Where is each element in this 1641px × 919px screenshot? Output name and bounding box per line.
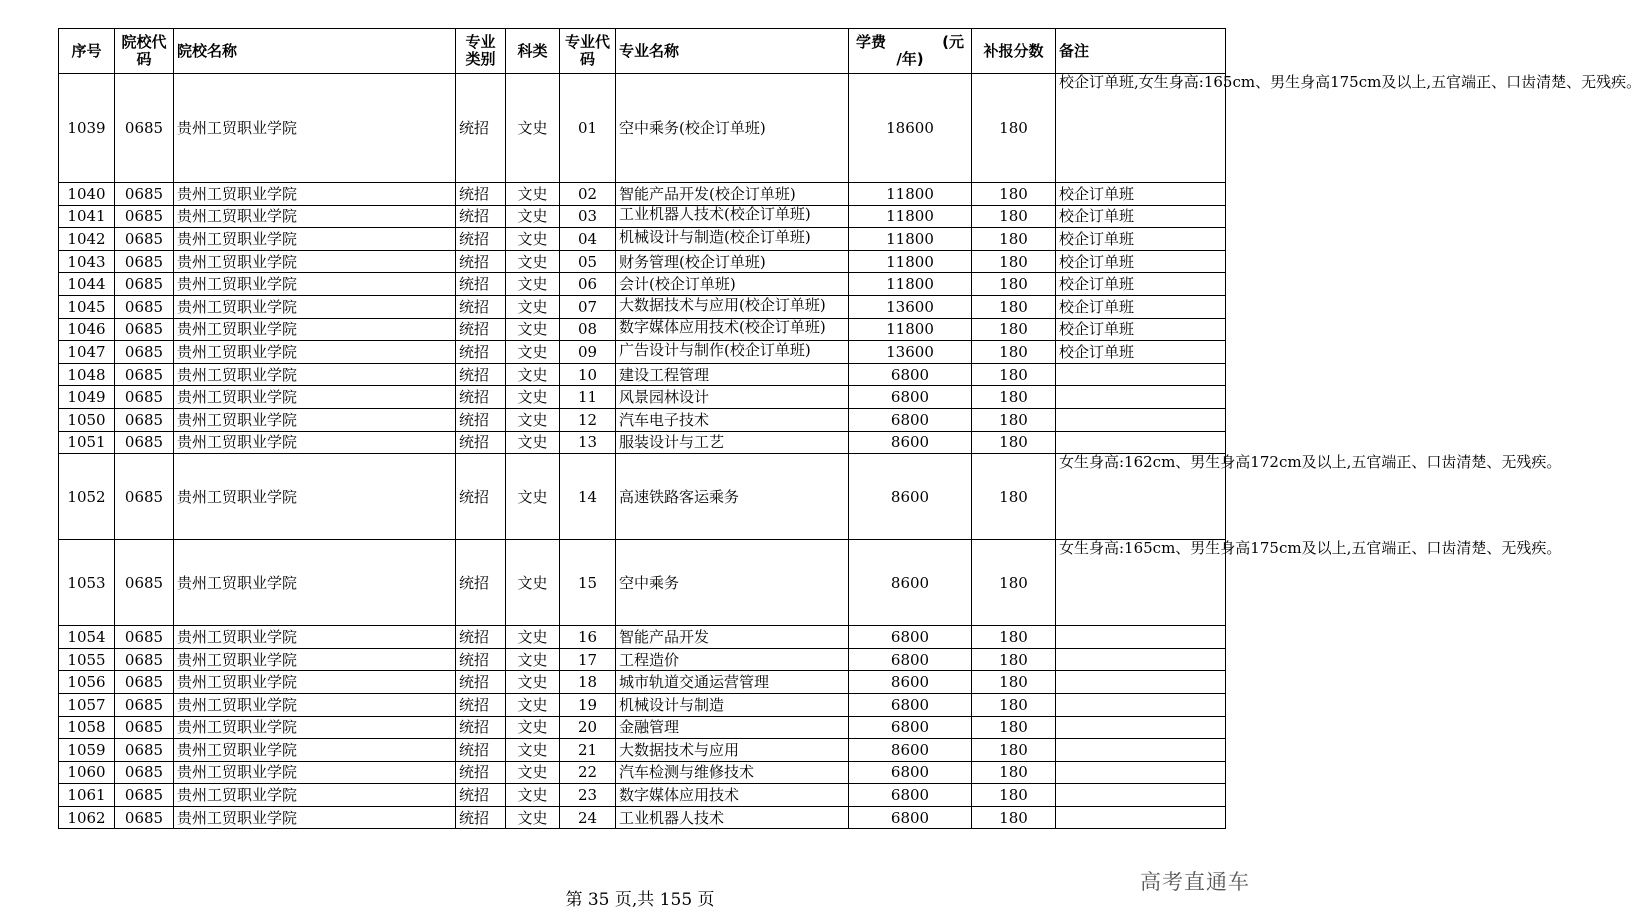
cell-major-name: 建设工程管理 (616, 363, 849, 386)
cell-major-name: 智能产品开发 (616, 626, 849, 649)
cell-major-type: 统招 (456, 74, 506, 183)
cell-major-code: 15 (560, 540, 616, 626)
cell-fee: 6800 (849, 648, 972, 671)
cell-school-code: 0685 (115, 273, 174, 296)
cell-school-code: 0685 (115, 295, 174, 318)
cell-category: 文史 (506, 341, 560, 364)
cell-category: 文史 (506, 540, 560, 626)
cell-major-code: 12 (560, 408, 616, 431)
cell-score: 180 (972, 626, 1056, 649)
cell-major-type: 统招 (456, 431, 506, 454)
cell-score: 180 (972, 295, 1056, 318)
cell-school-code: 0685 (115, 648, 174, 671)
cell-major-code: 18 (560, 671, 616, 694)
cell-major-name: 财务管理(校企订单班) (616, 250, 849, 273)
cell-school-code: 0685 (115, 454, 174, 540)
cell-school-name: 贵州工贸职业学院 (174, 626, 456, 649)
cell-major-type: 统招 (456, 784, 506, 807)
table-row (59, 295, 1226, 318)
cell-major-name (616, 205, 849, 228)
cell-fee: 6800 (849, 806, 972, 829)
cell-fee: 8600 (849, 454, 972, 540)
cell-category: 文史 (506, 671, 560, 694)
cell-major-type: 统招 (456, 183, 506, 206)
cell-fee: 13600 (849, 295, 972, 318)
cell-major-code: 05 (560, 250, 616, 273)
cell-school-code: 0685 (115, 318, 174, 341)
cell-note: 女生身高:165cm、男生身高175cm及以上,五官端正、口齿清楚、无残疾。 (1056, 540, 1226, 626)
cell-school-code: 0685 (115, 431, 174, 454)
cell-major-code: 11 (560, 386, 616, 409)
cell-major-code: 14 (560, 454, 616, 540)
header-major-code: 专业代码 (560, 29, 616, 74)
table-row (59, 386, 1226, 409)
cell-seq: 1057 (59, 693, 115, 716)
cell-major-name: 会计(校企订单班) (616, 273, 849, 296)
table-row (59, 250, 1226, 273)
cell-category: 文史 (506, 806, 560, 829)
watermark: 高考直通车 (1140, 870, 1250, 894)
cell-major-type: 统招 (456, 273, 506, 296)
cell-major-type: 统招 (456, 693, 506, 716)
header-major-name: 专业名称 (616, 29, 849, 74)
cell-note: 校企订单班 (1056, 205, 1226, 228)
cell-fee: 6800 (849, 626, 972, 649)
cell-score: 180 (972, 806, 1056, 829)
cell-category: 文史 (506, 386, 560, 409)
cell-score: 180 (972, 386, 1056, 409)
cell-school-name: 贵州工贸职业学院 (174, 295, 456, 318)
cell-note: 校企订单班 (1056, 318, 1226, 341)
cell-note: 校企订单班 (1056, 341, 1226, 364)
cell-school-name: 贵州工贸职业学院 (174, 408, 456, 431)
cell-school-code: 0685 (115, 74, 174, 183)
cell-major-name: 机械设计与制造 (616, 693, 849, 716)
cell-category: 文史 (506, 648, 560, 671)
cell-score: 180 (972, 784, 1056, 807)
cell-major-code: 20 (560, 716, 616, 739)
cell-major-name: 城市轨道交通运营管理 (616, 671, 849, 694)
table-row (59, 648, 1226, 671)
cell-fee: 11800 (849, 250, 972, 273)
header-school-name: 院校名称 (174, 29, 456, 74)
cell-major-name: 智能产品开发(校企订单班) (616, 183, 849, 206)
cell-seq: 1053 (59, 540, 115, 626)
cell-seq: 1060 (59, 761, 115, 784)
cell-seq: 1044 (59, 273, 115, 296)
cell-major-name: 空中乘务(校企订单班) (616, 74, 849, 183)
cell-school-code: 0685 (115, 183, 174, 206)
major-name-text: 数字媒体应用技术(校企订单班) (619, 318, 826, 337)
cell-school-name: 贵州工贸职业学院 (174, 784, 456, 807)
cell-fee: 6800 (849, 784, 972, 807)
table-row (59, 228, 1226, 251)
cell-school-code: 0685 (115, 784, 174, 807)
cell-major-code: 17 (560, 648, 616, 671)
cell-school-name: 贵州工贸职业学院 (174, 671, 456, 694)
major-name-text: 广告设计与制作(校企订单班) (619, 340, 811, 359)
cell-seq: 1062 (59, 806, 115, 829)
cell-major-code: 08 (560, 318, 616, 341)
header-school-code: 院校代码 (115, 29, 174, 74)
major-name-text: 大数据技术与应用(校企订单班) (619, 295, 826, 314)
cell-score: 180 (972, 318, 1056, 341)
cell-school-name: 贵州工贸职业学院 (174, 228, 456, 251)
admissions-table (58, 28, 1641, 829)
cell-major-code: 04 (560, 228, 616, 251)
cell-seq: 1040 (59, 183, 115, 206)
cell-fee: 8600 (849, 540, 972, 626)
cell-category: 文史 (506, 693, 560, 716)
cell-score: 180 (972, 540, 1056, 626)
cell-category: 文史 (506, 408, 560, 431)
cell-school-code: 0685 (115, 806, 174, 829)
cell-fee: 11800 (849, 183, 972, 206)
cell-school-name: 贵州工贸职业学院 (174, 386, 456, 409)
table-row (59, 806, 1226, 829)
cell-fee: 6800 (849, 693, 972, 716)
table-row (59, 318, 1226, 341)
cell-score: 180 (972, 273, 1056, 296)
cell-school-name: 贵州工贸职业学院 (174, 693, 456, 716)
cell-note (1056, 363, 1226, 386)
cell-note (1056, 626, 1226, 649)
cell-score: 180 (972, 183, 1056, 206)
cell-score: 180 (972, 408, 1056, 431)
cell-school-name: 贵州工贸职业学院 (174, 341, 456, 364)
cell-major-type: 统招 (456, 250, 506, 273)
cell-seq: 1042 (59, 228, 115, 251)
header-seq: 序号 (59, 29, 115, 74)
cell-major-name: 汽车检测与维修技术 (616, 761, 849, 784)
cell-major-name: 工业机器人技术 (616, 806, 849, 829)
cell-major-code: 19 (560, 693, 616, 716)
major-name-text: 工业机器人技术(校企订单班) (619, 205, 811, 224)
cell-fee: 18600 (849, 74, 972, 183)
table-row (59, 739, 1226, 762)
cell-category: 文史 (506, 318, 560, 341)
cell-score: 180 (972, 363, 1056, 386)
table-row (59, 273, 1226, 296)
cell-major-type: 统招 (456, 408, 506, 431)
cell-score: 180 (972, 648, 1056, 671)
cell-major-type: 统招 (456, 341, 506, 364)
cell-major-code: 03 (560, 205, 616, 228)
cell-note: 校企订单班 (1056, 228, 1226, 251)
cell-fee: 6800 (849, 716, 972, 739)
cell-fee: 8600 (849, 671, 972, 694)
cell-category: 文史 (506, 431, 560, 454)
cell-school-code: 0685 (115, 671, 174, 694)
cell-seq: 1052 (59, 454, 115, 540)
cell-school-name: 贵州工贸职业学院 (174, 716, 456, 739)
cell-seq: 1039 (59, 74, 115, 183)
cell-note (1056, 784, 1226, 807)
cell-major-code: 22 (560, 761, 616, 784)
table-row (59, 784, 1226, 807)
table-row (59, 363, 1226, 386)
cell-major-type: 统招 (456, 671, 506, 694)
cell-major-name: 大数据技术与应用 (616, 739, 849, 762)
table-row (59, 626, 1226, 649)
cell-school-code: 0685 (115, 408, 174, 431)
cell-score: 180 (972, 431, 1056, 454)
table-row (59, 693, 1226, 716)
major-name-text: 机械设计与制造(校企订单班) (619, 227, 811, 246)
cell-major-code: 10 (560, 363, 616, 386)
cell-major-name: 汽车电子技术 (616, 408, 849, 431)
cell-note: 校企订单班 (1056, 273, 1226, 296)
cell-note (1056, 693, 1226, 716)
cell-major-type: 统招 (456, 739, 506, 762)
table-row (59, 540, 1226, 626)
cell-school-name: 贵州工贸职业学院 (174, 183, 456, 206)
cell-score: 180 (972, 671, 1056, 694)
cell-score: 180 (972, 454, 1056, 540)
cell-fee: 13600 (849, 341, 972, 364)
cell-major-type: 统招 (456, 454, 506, 540)
table-row (59, 716, 1226, 739)
cell-seq: 1059 (59, 739, 115, 762)
cell-major-name: 工程造价 (616, 648, 849, 671)
cell-school-name: 贵州工贸职业学院 (174, 363, 456, 386)
table-row (59, 431, 1226, 454)
cell-note (1056, 806, 1226, 829)
cell-school-code: 0685 (115, 626, 174, 649)
cell-seq: 1051 (59, 431, 115, 454)
cell-school-code: 0685 (115, 341, 174, 364)
table-row (59, 205, 1226, 228)
cell-major-name: 空中乘务 (616, 540, 849, 626)
cell-major-type: 统招 (456, 363, 506, 386)
cell-major-code: 13 (560, 431, 616, 454)
cell-school-name: 贵州工贸职业学院 (174, 648, 456, 671)
cell-seq: 1041 (59, 205, 115, 228)
cell-category: 文史 (506, 250, 560, 273)
table-row (59, 671, 1226, 694)
cell-category: 文史 (506, 761, 560, 784)
cell-note (1056, 386, 1226, 409)
cell-fee: 11800 (849, 318, 972, 341)
cell-note: 女生身高:162cm、男生身高172cm及以上,五官端正、口齿清楚、无残疾。 (1056, 454, 1226, 540)
cell-category: 文史 (506, 74, 560, 183)
cell-category: 文史 (506, 205, 560, 228)
cell-major-code: 21 (560, 739, 616, 762)
cell-major-code: 07 (560, 295, 616, 318)
cell-major-name: 数字媒体应用技术 (616, 784, 849, 807)
cell-major-type: 统招 (456, 318, 506, 341)
cell-fee: 11800 (849, 228, 972, 251)
cell-major-type: 统招 (456, 626, 506, 649)
cell-school-code: 0685 (115, 716, 174, 739)
cell-seq: 1049 (59, 386, 115, 409)
cell-major-code: 23 (560, 784, 616, 807)
cell-score: 180 (972, 341, 1056, 364)
cell-major-name (616, 228, 849, 251)
cell-fee: 6800 (849, 761, 972, 784)
cell-score: 180 (972, 693, 1056, 716)
cell-note (1056, 408, 1226, 431)
cell-seq: 1046 (59, 318, 115, 341)
cell-school-code: 0685 (115, 205, 174, 228)
cell-major-type: 统招 (456, 806, 506, 829)
cell-score: 180 (972, 205, 1056, 228)
cell-school-name: 贵州工贸职业学院 (174, 454, 456, 540)
cell-score: 180 (972, 739, 1056, 762)
cell-major-code: 16 (560, 626, 616, 649)
header-row (59, 29, 1226, 74)
cell-category: 文史 (506, 363, 560, 386)
cell-school-code: 0685 (115, 693, 174, 716)
cell-major-name (616, 295, 849, 318)
cell-category: 文史 (506, 784, 560, 807)
cell-fee: 6800 (849, 408, 972, 431)
header-score: 补报分数 (972, 29, 1056, 74)
cell-category: 文史 (506, 273, 560, 296)
header-major-type: 专业类别 (456, 29, 506, 74)
cell-seq: 1043 (59, 250, 115, 273)
table-row (59, 183, 1226, 206)
cell-seq: 1045 (59, 295, 115, 318)
cell-school-name: 贵州工贸职业学院 (174, 250, 456, 273)
cell-seq: 1061 (59, 784, 115, 807)
cell-major-code: 02 (560, 183, 616, 206)
cell-major-code: 09 (560, 341, 616, 364)
cell-note (1056, 761, 1226, 784)
table-row (59, 74, 1226, 183)
cell-school-code: 0685 (115, 250, 174, 273)
cell-score: 180 (972, 250, 1056, 273)
page-footer: 第 35 页,共 155 页 (565, 890, 715, 910)
cell-school-code: 0685 (115, 540, 174, 626)
cell-note: 校企订单班,女生身高:165cm、男生身高175cm及以上,五官端正、口齿清楚、无残疾。 (1056, 74, 1226, 183)
cell-seq: 1054 (59, 626, 115, 649)
table-row (59, 761, 1226, 784)
cell-major-type: 统招 (456, 295, 506, 318)
cell-category: 文史 (506, 739, 560, 762)
cell-major-name: 金融管理 (616, 716, 849, 739)
cell-school-code: 0685 (115, 386, 174, 409)
cell-school-name: 贵州工贸职业学院 (174, 318, 456, 341)
cell-seq: 1056 (59, 671, 115, 694)
cell-note (1056, 431, 1226, 454)
header-category: 科类 (506, 29, 560, 74)
cell-fee: 8600 (849, 739, 972, 762)
cell-school-name: 贵州工贸职业学院 (174, 273, 456, 296)
cell-category: 文史 (506, 183, 560, 206)
cell-major-name (616, 341, 849, 364)
cell-seq: 1047 (59, 341, 115, 364)
table-row (59, 454, 1226, 540)
header-fee (849, 29, 972, 74)
cell-score: 180 (972, 761, 1056, 784)
cell-major-name (616, 318, 849, 341)
cell-fee: 8600 (849, 431, 972, 454)
cell-school-name: 贵州工贸职业学院 (174, 205, 456, 228)
table-body (59, 73, 1641, 829)
cell-school-name: 贵州工贸职业学院 (174, 739, 456, 762)
cell-school-name: 贵州工贸职业学院 (174, 806, 456, 829)
cell-major-code: 01 (560, 74, 616, 183)
header-note: 备注 (1056, 29, 1226, 74)
cell-major-name: 风景园林设计 (616, 386, 849, 409)
cell-fee: 11800 (849, 205, 972, 228)
cell-school-name: 贵州工贸职业学院 (174, 540, 456, 626)
cell-major-name: 服装设计与工艺 (616, 431, 849, 454)
cell-major-type: 统招 (456, 205, 506, 228)
cell-category: 文史 (506, 626, 560, 649)
cell-category: 文史 (506, 228, 560, 251)
cell-seq: 1055 (59, 648, 115, 671)
cell-major-code: 24 (560, 806, 616, 829)
cell-note: 校企订单班 (1056, 183, 1226, 206)
cell-score: 180 (972, 74, 1056, 183)
cell-school-code: 0685 (115, 739, 174, 762)
cell-seq: 1058 (59, 716, 115, 739)
cell-major-type: 统招 (456, 540, 506, 626)
cell-school-code: 0685 (115, 363, 174, 386)
header-fee-per-year: /年) (896, 50, 924, 68)
header-fee-unit: (元 (942, 33, 964, 51)
cell-note (1056, 716, 1226, 739)
cell-fee: 6800 (849, 363, 972, 386)
cell-major-code: 06 (560, 273, 616, 296)
cell-major-type: 统招 (456, 716, 506, 739)
cell-score: 180 (972, 716, 1056, 739)
cell-school-code: 0685 (115, 761, 174, 784)
cell-major-type: 统招 (456, 228, 506, 251)
cell-school-name: 贵州工贸职业学院 (174, 761, 456, 784)
cell-category: 文史 (506, 295, 560, 318)
cell-major-type: 统招 (456, 761, 506, 784)
cell-fee: 6800 (849, 386, 972, 409)
cell-fee: 11800 (849, 273, 972, 296)
cell-major-name: 高速铁路客运乘务 (616, 454, 849, 540)
cell-school-name: 贵州工贸职业学院 (174, 431, 456, 454)
table-row (59, 408, 1226, 431)
cell-note (1056, 671, 1226, 694)
cell-school-name: 贵州工贸职业学院 (174, 74, 456, 183)
cell-note: 校企订单班 (1056, 295, 1226, 318)
cell-major-type: 统招 (456, 386, 506, 409)
cell-note (1056, 739, 1226, 762)
cell-note (1056, 648, 1226, 671)
cell-seq: 1050 (59, 408, 115, 431)
cell-score: 180 (972, 228, 1056, 251)
cell-category: 文史 (506, 454, 560, 540)
cell-major-type: 统招 (456, 648, 506, 671)
cell-category: 文史 (506, 716, 560, 739)
cell-school-code: 0685 (115, 228, 174, 251)
header-fee-label: 学费 (856, 33, 887, 51)
cell-note: 校企订单班 (1056, 250, 1226, 273)
table-row (59, 341, 1226, 364)
cell-seq: 1048 (59, 363, 115, 386)
